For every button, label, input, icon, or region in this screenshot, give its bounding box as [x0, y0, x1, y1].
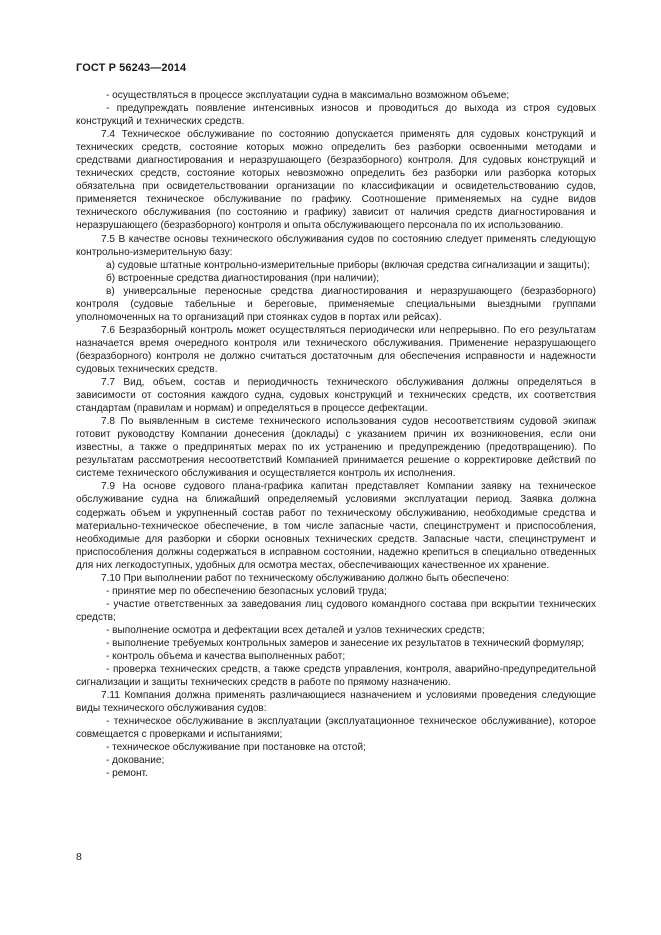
paragraph: - проверка технических средств, а также средств управления, контроля, аварийно-предупредительной сигнализации и защиты технических средств в работе по прямому назначению. — [76, 664, 596, 689]
paragraph: - предупреждать появление интенсивных износов и проводиться до выхода из строя судовых конструкций и технических средств. — [76, 103, 596, 128]
paragraph: 7.9 На основе судового плана-графика капитан представляет Компании заявку на техническое обслуживание судна на ближайший определяемый условиями эксплуатации период. Заявка должна содержать объем и укрупненный состав работ по техническому обслуживанию, необходимые средства и материально-техническое обеспечение, в том числе запасные части, специнструмент и приспособления, необходимые для разборки и сборки основных технических средств. Запасные части, специнструмент и приспособления должны содержаться в исправном состоянии, надежно крепиться в специально отведенных для них легкодоступных, удобных для осмотра местах, обеспечивающих качественное их хранение. — [76, 481, 596, 571]
paragraph: - осуществляться в процессе эксплуатации судна в максимально возможном объеме; — [106, 90, 510, 101]
paragraph: - выполнение требуемых контрольных замеров и занесение их результатов в технический формуляр; — [106, 637, 585, 649]
paragraph: 7.6 Безразборный контроль может осуществляться периодически или непрерывно. По его результатам назначается время очередного контроля или технического обслуживания. Применение неразрушающего (безразборного) контроля не должно считаться достаточным для обеспечения исправности и надежности судовых технических средств. — [76, 324, 596, 375]
page-number: 8 — [76, 851, 82, 863]
paragraph: 7.5 В качестве основы технического обслуживания судов по состоянию следует применять следующую контрольно-измерительную базу: — [76, 233, 596, 258]
paragraph: - контроль объема и качества выполненных работ; — [106, 651, 346, 663]
paragraph: 7.7 Вид, объем, состав и периодичность технического обслуживания должны определяться в зависимости от состояния каждого судна, судовых конструкций и технических средств, их соответствия стандартам (правилам и нормам) и определяться в процессе дефектации. — [76, 377, 596, 415]
paragraph: - участие ответственных за заведования лиц судового командного состава при вскрытии технических средств; — [76, 598, 596, 623]
paragraph: в) универсальные переносные средства диагностирования и неразрушающего (безразборного) контроля (судовые табельные и береговые, применяемые специальными выездными группами уполномоченных на то организаций при стоянках судов в портах или рейсах). — [76, 285, 596, 323]
document-header: ГОСТ Р 56243—2014 — [76, 62, 187, 74]
paragraph: 7.11 Компания должна применять различающиеся назначением и условиями проведения следующие виды технического обслуживания судов: — [76, 690, 596, 715]
paragraph: 7.4 Техническое обслуживание по состоянию допускается применять для судовых конструкций и технических средств, состояние которых можно определить без разборки освоенными методами и средствами диагностирования и неразрушающего (безразборного) контроля. Для судовых конструкций и технических средств, состояние которых невозможно определить без разборки или разборка которых обязательна при освидетельствовании организации по классификации и освидетельствованию судов, применяется техническое обслуживание по графику. Соотношение применяемых на судне видов технического обслуживания (по состоянию и графику) зависит от наличия средств диагностирования и неразрушающего (безразборного) контроля и опыта обслуживающего персонала по их использованию. — [76, 129, 596, 232]
paragraph: - выполнение осмотра и дефектации всех деталей и узлов технических средств; — [106, 624, 485, 636]
paragraph: - докование; — [106, 755, 165, 767]
paragraph: б) встроенные средства диагностирования (при наличии); — [106, 272, 379, 284]
paragraph: - ремонт. — [106, 768, 148, 780]
document-body — [76, 89, 596, 780]
paragraph: а) судовые штатные контрольно-измерительные приборы (включая средства сигнализации и защиты); — [106, 259, 590, 271]
paragraph: - техническое обслуживание при постановке на отстой; — [106, 742, 366, 754]
paragraph: 7.8 По выявленным в системе технического использования судов несоответствиям судовой экипаж готовит руководству Компании донесения (доклады) с указанием причин их возникновения, если они известны, а также о предпринятых мерах по их устранению и предупреждению (предотвращению). По результатам рассмотрения несоответствий Компанией принимается решение о корректировке действий по системе технического обслуживания и осуществляется контроль их исполнения. — [76, 416, 596, 480]
paragraph: 7.10 При выполнении работ по техническому обслуживанию должно быть обеспечено: — [101, 572, 510, 584]
paragraph: - принятие мер по обеспечению безопасных условий труда; — [106, 585, 387, 597]
paragraph: - техническое обслуживание в эксплуатации (эксплуатационное техническое обслуживание), которое совмещается с проверками и испытаниями; — [76, 716, 596, 741]
